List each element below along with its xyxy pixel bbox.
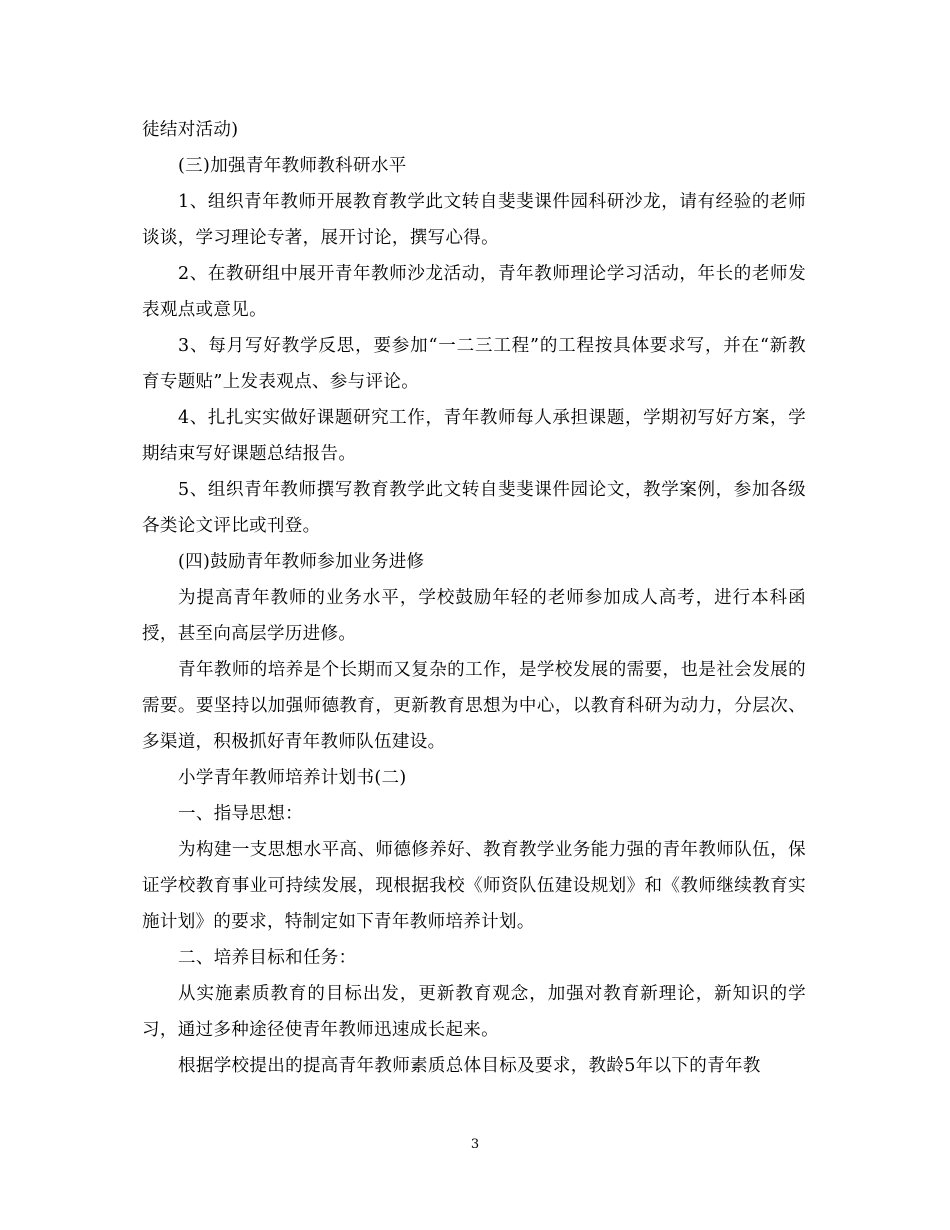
paragraph-5: 3、每月写好教学反思，要参加“一二三工程”的工程按具体要求写，并在“新教育专题贴”上发表观点、参与评论。 <box>142 336 806 392</box>
paragraph-9: 为提高青年教师的业务水平，学校鼓励年轻的老师参加成人高考，进行本科函授，甚至向高层学历进修。 <box>142 588 806 644</box>
paragraph-6: 4、扎扎实实做好课题研究工作，青年教师每人承担课题，学期初写好方案，学期结束写好课题总结报告。 <box>142 408 806 464</box>
paragraph-12: 一、指导思想： <box>178 804 303 824</box>
paragraph-3: 1、组织青年教师开展教育教学此文转自斐斐课件园科研沙龙，请有经验的老师谈谈，学习理论专著，展开讨论，撰写心得。 <box>142 192 806 248</box>
paragraph-7: 5、组织青年教师撰写教育教学此文转自斐斐课件园论文，教学案例，参加各级各类论文评比或刊登。 <box>142 480 806 536</box>
paragraph-16: 根据学校提出的提高青年教师素质总体目标及要求，教龄5年以下的青年教 <box>178 1056 761 1076</box>
paragraph-2: (三)加强青年教师教科研水平 <box>178 156 407 176</box>
paragraph-8: (四)鼓励青年教师参加业务进修 <box>178 552 425 572</box>
paragraph-4: 2、在教研组中展开青年教师沙龙活动，青年教师理论学习活动，年长的老师发表观点或意见。 <box>142 264 806 320</box>
paragraph-10: 青年教师的培养是个长期而又复杂的工作，是学校发展的需要，也是社会发展的需要。要坚持以加强师德教育，更新教育思想为中心，以教育科研为动力，分层次、多渠道，积极抓好青年教师队伍建设。 <box>142 660 806 752</box>
paragraph-1: 徒结对活动) <box>142 120 239 140</box>
paragraph-14: 二、培养目标和任务： <box>178 948 357 968</box>
document-body <box>142 112 806 1084</box>
page-number: 3 <box>470 1137 480 1152</box>
paragraph-15: 从实施素质教育的目标出发，更新教育观念，加强对教育新理论，新知识的学习，通过多种途径使青年教师迅速成长起来。 <box>142 984 806 1040</box>
paragraph-13: 为构建一支思想水平高、师德修养好、教育教学业务能力强的青年教师队伍，保证学校教育事业可持续发展，现根据我校《师资队伍建设规划》和《教师继续教育实施计划》的要求，特制定如下青年教师培养计划。 <box>142 840 806 932</box>
paragraph-11: 小学青年教师培养计划书(二) <box>178 768 407 788</box>
